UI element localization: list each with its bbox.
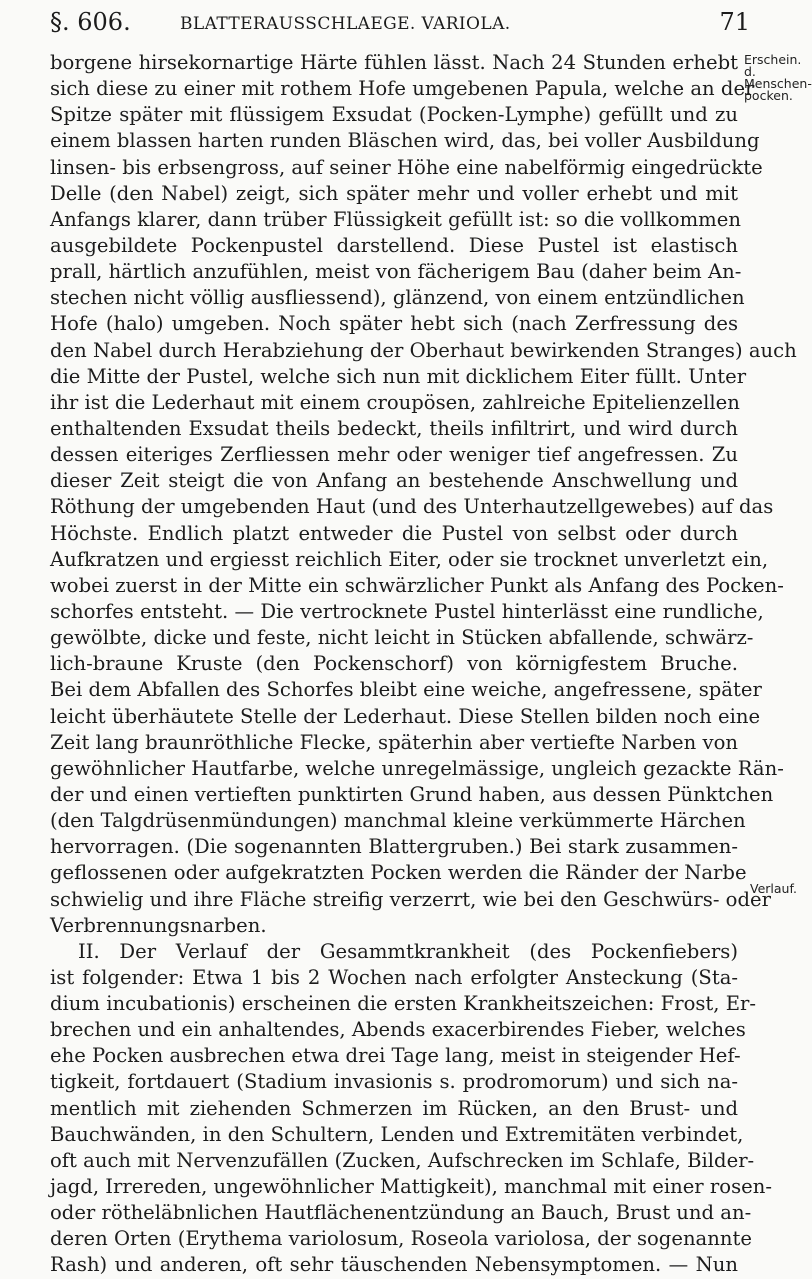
text-line: Verbrennungsnarben. — [50, 913, 267, 937]
text-line: jagd, Irrereden, ungewöhnlicher Mattigkeit), manchmal mit einer rosen- — [50, 1175, 772, 1199]
page-number: 71 — [719, 8, 750, 36]
text-line: deren Orten (Erythema variolosum, Roseola variolosa, der sogenannte — [50, 1227, 752, 1251]
text-line: tigkeit, fortdauert (Stadium invasionis s. prodromorum) und sich na- — [50, 1070, 738, 1094]
text-line: dessen eiteriges Zerfliessen mehr oder weniger tief angefressen. Zu — [50, 443, 738, 467]
text-line: prall, härtlich anzufühlen, meist von fächerigem Bau (daher beim An- — [50, 260, 742, 284]
margin-note-line: Erschein. d. — [744, 52, 802, 79]
text-line: Anfangs klarer, dann trüber Flüssigkeit gefüllt ist: so die vollkommen — [50, 207, 741, 231]
text-line: die Mitte der Pustel, welche sich nun mit dicklichem Eiter füllt. Unter — [50, 364, 747, 388]
text-line: ausgebildete Pockenpustel darstellend. Diese Pustel ist elastisch — [50, 233, 738, 257]
text-line: brechen und ein anhaltendes, Abends exacerbirendes Fieber, welches — [50, 1018, 746, 1042]
text-line: Delle (den Nabel) zeigt, sich später mehr und voller erhebt und mit — [50, 181, 738, 205]
text-line: oft auch mit Nervenzufällen (Zucken, Aufschrecken im Schlafe, Bilder- — [50, 1148, 755, 1172]
text-line: gewölbte, dicke und feste, nicht leicht in Stücken abfallende, schwärz- — [50, 626, 754, 650]
text-line: leicht überhäutete Stelle der Lederhaut. Diese Stellen bilden noch eine — [50, 704, 761, 728]
text-line: Zeit lang braunröthliche Flecke, späterhin aber vertiefte Narben von — [50, 730, 738, 754]
text-line: der und einen vertieften punktirten Grund haben, aus dessen Pünktchen — [50, 782, 774, 806]
text-line: ehe Pocken ausbrechen etwa drei Tage lang, meist in steigender Hef- — [50, 1044, 741, 1068]
text-line: Höchste. Endlich platzt entweder die Pustel von selbst oder durch — [50, 521, 738, 545]
text-line: geflossenen oder aufgekratzten Pocken werden die Ränder der Narbe — [50, 861, 747, 885]
text-line: (den Talgdrüsenmündungen) manchmal kleine verkümmerte Härchen — [50, 809, 746, 833]
text-line: hervorragen. (Die sogenannten Blattergruben.) Bei stark zusammen- — [50, 835, 738, 859]
text-line: einem blassen harten runden Bläschen wird, das, bei voller Ausbildung — [50, 129, 760, 153]
text-line: Aufkratzen und ergiesst reichlich Eiter, oder sie trocknet unverletzt ein, — [50, 547, 769, 571]
text-line: Rash) und anderen, oft sehr täuschenden Nebensymptomen. — Nun — [50, 1253, 738, 1277]
text-line: dium incubationis) erscheinen die ersten Krankheitszeichen: Frost, Er- — [50, 992, 757, 1016]
text-line: schwielig und ihre Fläche streifig verzerrt, wie bei den Geschwürs- oder — [50, 887, 771, 911]
text-line: enthaltenden Exsudat theils bedeckt, theils infiltrirt, und wird durch — [50, 416, 738, 440]
running-title: BLATTERAUSSCHLAEGE. VARIOLA. — [180, 14, 511, 34]
text-line: Röthung der umgebenden Haut (und des Unterhautzellgewebes) auf das — [50, 495, 774, 519]
text-line: borgene hirsekornartige Härte fühlen lässt. Nach 24 Stunden erhebt — [50, 51, 738, 74]
text-line: linsen- bis erbsengross, auf seiner Höhe eine nabelförmig eingedrückte — [50, 155, 763, 179]
text-line: II. Der Verlauf der Gesammtkrankheit (des Pockenfiebers) — [78, 939, 738, 963]
text-line: gewöhnlicher Hautfarbe, welche unregelmässige, ungleich gezackte Rän- — [50, 756, 784, 780]
text-line: ihr ist die Lederhaut mit einem croupösen, zahlreiche Epitelienzellen — [50, 390, 740, 414]
text-line: mentlich mit ziehenden Schmerzen im Rücken, an den Brust- und — [50, 1096, 738, 1120]
text-line: Spitze später mit flüssigem Exsudat (Pocken-Lymphe) gefüllt und zu — [50, 103, 738, 127]
text-line: den Nabel durch Herabziehung der Oberhaut bewirkenden Stranges) auch — [50, 338, 797, 362]
margin-note-line: pocken. — [744, 88, 793, 103]
section-number: §. 606. — [50, 8, 131, 36]
page-header — [50, 8, 750, 48]
text-line: lich-braune Kruste (den Pockenschorf) von körnigfestem Bruche. — [50, 652, 738, 676]
text-line: Bei dem Abfallen des Schorfes bleibt eine weiche, angefressene, später — [50, 678, 762, 702]
text-line: oder rötheläbnlichen Hautflächenentzündung an Bauch, Brust und an- — [50, 1201, 752, 1225]
text-line: Hofe (halo) umgeben. Noch später hebt sich (nach Zerfressung des — [50, 312, 738, 336]
text-line: sich diese zu einer mit rothem Hofe umgebenen Papula, welche an der — [50, 77, 755, 101]
text-line: stechen nicht völlig ausfliessend), glänzend, von einem entzündlichen — [50, 286, 745, 310]
text-line: ist folgender: Etwa 1 bis 2 Wochen nach erfolgter Ansteckung (Sta- — [50, 965, 738, 989]
text-line: schorfes entsteht. — Die vertrocknete Pustel hinterlässt eine rundliche, — [50, 599, 764, 623]
text-line: wobei zuerst in der Mitte ein schwärzlicher Punkt als Anfang des Pocken- — [50, 573, 784, 597]
text-line: Bauchwänden, in den Schultern, Lenden und Extremitäten verbindet, — [50, 1122, 744, 1146]
text-line: dieser Zeit steigt die von Anfang an bestehende Anschwellung und — [50, 469, 738, 493]
margin-note-course: Verlauf. — [750, 881, 797, 896]
margin-note-line: Menschen- — [744, 76, 812, 91]
